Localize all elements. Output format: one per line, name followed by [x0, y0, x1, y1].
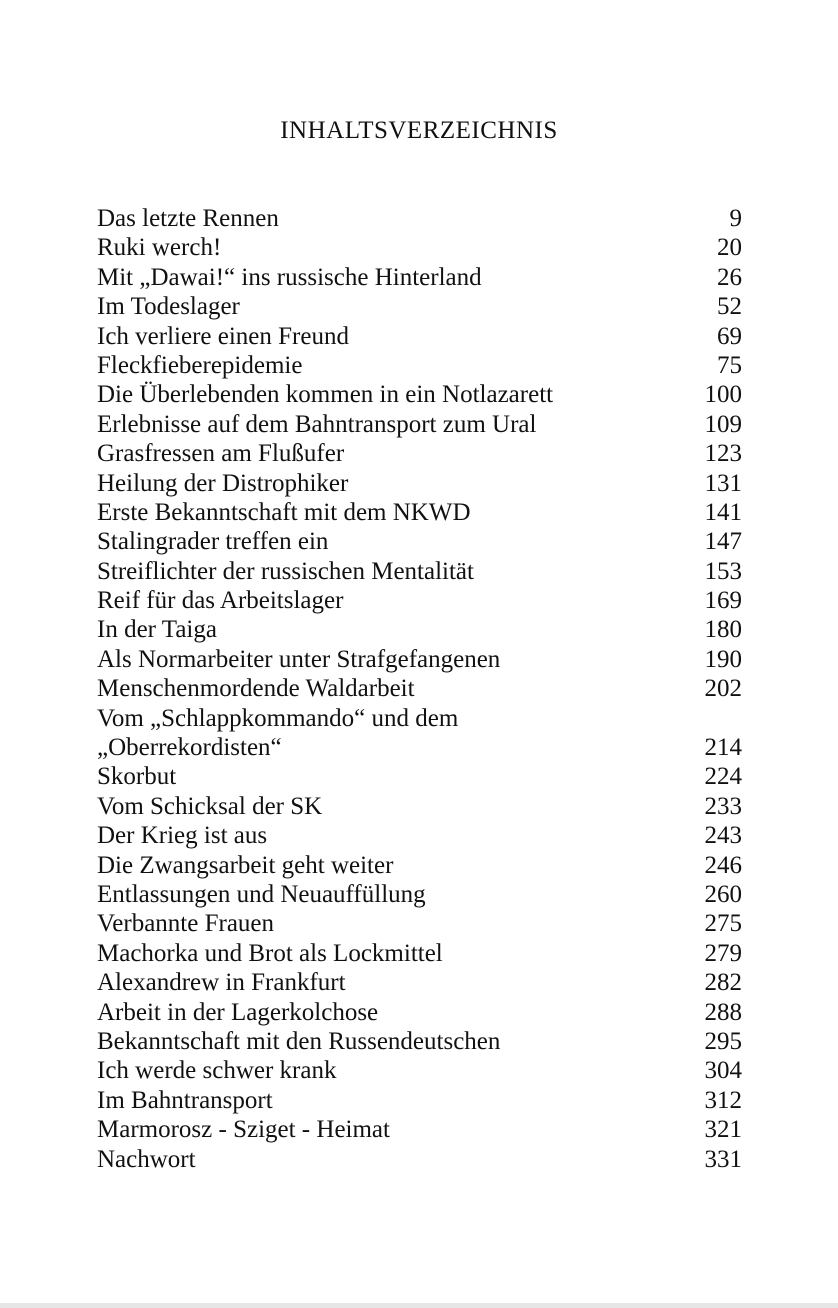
- toc-entry: [97, 292, 742, 321]
- toc-entry: [97, 909, 742, 938]
- toc-entry: [97, 557, 742, 586]
- toc-entry-title: Alexandrew in Frankfurt: [97, 969, 346, 997]
- toc-entry-page: 69: [717, 322, 742, 350]
- toc-entry-page: 224: [704, 763, 742, 791]
- toc-entry-page: 312: [704, 1086, 742, 1114]
- toc-entry: [97, 322, 742, 351]
- toc-entry-page: 26: [717, 263, 742, 291]
- toc-entry-page: 20: [717, 234, 742, 262]
- toc-entry-title: Machorka und Brot als Lockmittel: [97, 939, 443, 967]
- table-of-contents: [97, 204, 742, 1174]
- toc-entry: [97, 792, 742, 821]
- toc-entry: [97, 586, 742, 615]
- toc-entry-title-line-1: Vom „Schlappkommando“ und dem: [97, 704, 459, 732]
- toc-entry-title-line-2: „Oberrekordisten“: [97, 734, 282, 762]
- toc-entry: [97, 615, 742, 644]
- toc-entry-title: Ruki werch!: [97, 234, 222, 262]
- toc-entry: [97, 762, 742, 791]
- toc-entry: [97, 1086, 742, 1115]
- toc-entry-page: 123: [704, 440, 742, 468]
- toc-entry-title: Streiflichter der russischen Mentalität: [97, 557, 474, 585]
- toc-entry-title: Erste Bekanntschaft mit dem NKWD: [97, 498, 471, 526]
- toc-entry: [97, 410, 742, 439]
- toc-entry: [97, 851, 742, 880]
- toc-entry-title: Der Krieg ist aus: [97, 822, 268, 850]
- toc-entry-title: Heilung der Distrophiker: [97, 469, 349, 497]
- toc-entry-title: Die Zwangsarbeit geht weiter: [97, 851, 394, 879]
- toc-entry-title: Erlebnisse auf dem Bahntransport zum Ural: [97, 410, 537, 438]
- toc-entry: [97, 263, 742, 292]
- scan-bottom-edge: [0, 1303, 838, 1308]
- toc-entry: [97, 968, 742, 997]
- toc-entry: [97, 498, 742, 527]
- toc-entry: [97, 469, 742, 498]
- toc-entry-title: Ich verliere einen Freund: [97, 322, 349, 350]
- toc-entry-title: Reif für das Arbeitslager: [97, 587, 344, 615]
- toc-entry-title: Fleckfieberepidemie: [97, 351, 303, 379]
- toc-entry-title: Grasfressen am Flußufer: [97, 440, 345, 468]
- toc-entry-page: 233: [704, 792, 742, 820]
- toc-entry: [97, 821, 742, 850]
- toc-entry-page: 153: [704, 557, 742, 585]
- toc-entry-page: 246: [704, 851, 742, 879]
- toc-entry: [97, 998, 742, 1027]
- toc-entry: [97, 880, 742, 909]
- toc-entry-page: 202: [704, 675, 742, 703]
- toc-entry: [97, 351, 742, 380]
- toc-entry-page: 190: [704, 645, 742, 673]
- toc-entry-page: 109: [704, 410, 742, 438]
- toc-entry-title: Menschenmordende Waldarbeit: [97, 675, 415, 703]
- toc-entry-page: 169: [704, 587, 742, 615]
- toc-entry: [97, 1056, 742, 1085]
- toc-entry-page: 275: [704, 910, 742, 938]
- toc-entry: [97, 439, 742, 468]
- toc-entry-page: 260: [704, 881, 742, 908]
- toc-entry-page: 288: [704, 998, 742, 1026]
- toc-entry-page: 180: [704, 616, 742, 644]
- toc-entry-page: 279: [704, 939, 742, 967]
- toc-entry: [97, 233, 742, 262]
- toc-entry: [97, 1145, 742, 1174]
- toc-entry: [97, 204, 742, 233]
- toc-entry-title: Bekanntschaft mit den Russendeutschen: [97, 1027, 501, 1055]
- toc-entry-page: 321: [704, 1116, 742, 1144]
- toc-entry-page: 147: [704, 528, 742, 556]
- toc-entry-title: Nachwort: [97, 1145, 196, 1173]
- toc-entry-page: 9: [729, 205, 742, 232]
- toc-entry-title: Mit „Dawai!“ ins russische Hinterland: [97, 263, 482, 291]
- toc-entry: [97, 704, 742, 763]
- toc-entry-page: 100: [704, 381, 742, 409]
- toc-entry: [97, 380, 742, 409]
- toc-entry-title: Als Normarbeiter unter Strafgefangenen: [97, 645, 501, 673]
- page-title: INHALTSVERZEICHNIS: [280, 117, 558, 144]
- toc-entry-title: Verbannte Frauen: [97, 910, 275, 938]
- toc-entry-page: 214: [704, 734, 742, 762]
- toc-entry-page: 331: [704, 1145, 742, 1173]
- toc-entry: [97, 674, 742, 703]
- toc-entry-title: Vom Schicksal der SK: [97, 792, 323, 820]
- toc-entry-title: In der Taiga: [97, 616, 217, 644]
- toc-entry-title: Ich werde schwer krank: [97, 1057, 337, 1085]
- toc-entry-page: 52: [717, 293, 742, 321]
- toc-entry-title: Im Todeslager: [97, 293, 240, 321]
- toc-entry-page: 243: [704, 822, 742, 850]
- toc-entry-page: 295: [704, 1027, 742, 1055]
- toc-entry: [97, 527, 742, 556]
- toc-entry-page: 75: [717, 351, 742, 379]
- toc-entry-title: Skorbut: [97, 763, 177, 791]
- toc-entry-title: Im Bahntransport: [97, 1086, 273, 1114]
- toc-entry-page: 282: [704, 969, 742, 997]
- toc-entry-page: 304: [704, 1057, 742, 1085]
- toc-entry-title: [97, 704, 702, 763]
- toc-entry: [97, 1027, 742, 1056]
- toc-entry-title: Stalingrader treffen ein: [97, 528, 329, 556]
- toc-entry-page: 131: [704, 469, 742, 497]
- toc-entry-title: Das letzte Rennen: [97, 205, 279, 232]
- toc-entry-title: Marmorosz - Sziget - Heimat: [97, 1116, 390, 1144]
- toc-entry-page: 141: [704, 498, 742, 526]
- toc-entry-title: Die Überlebenden kommen in ein Notlazarett: [97, 381, 554, 409]
- toc-entry: [97, 1115, 742, 1144]
- toc-entry: [97, 645, 742, 674]
- toc-entry: [97, 939, 742, 968]
- toc-entry-title: Arbeit in der Lagerkolchose: [97, 998, 379, 1026]
- toc-entry-title: Entlassungen und Neuauffüllung: [97, 881, 426, 908]
